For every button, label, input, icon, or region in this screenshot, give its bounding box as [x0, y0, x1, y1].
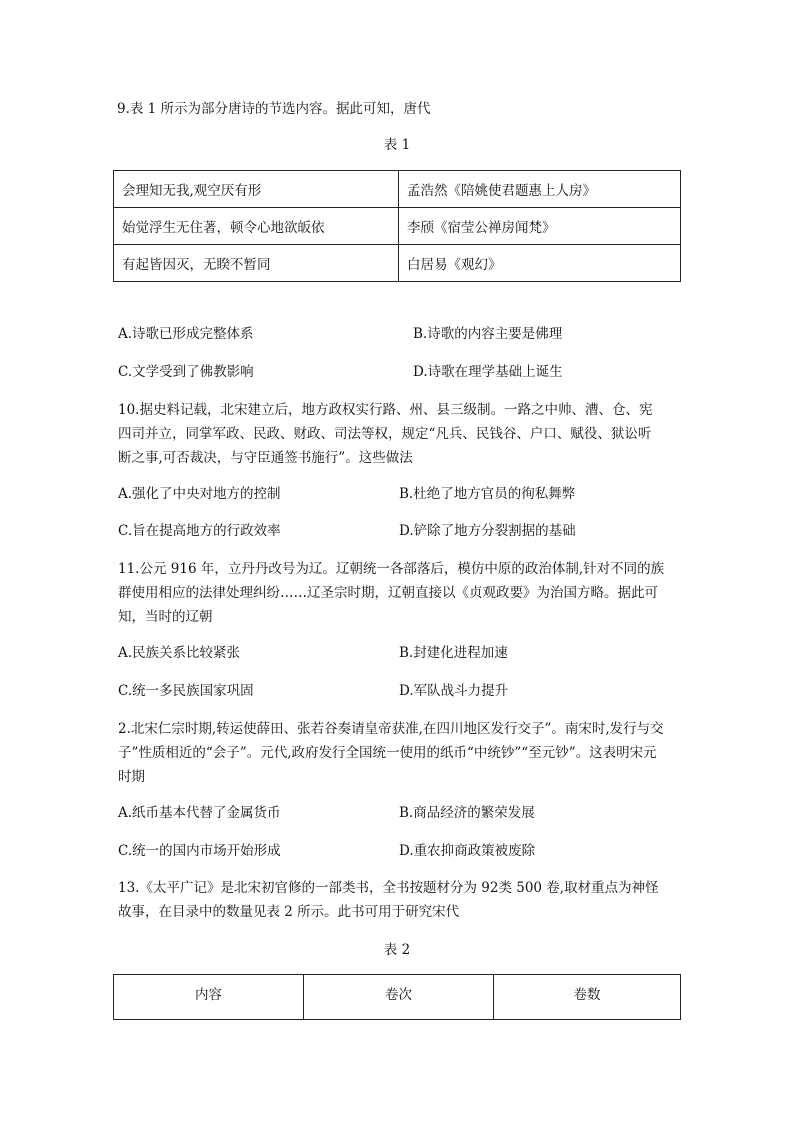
q11-option-d: D.军队战斗力提升: [399, 683, 509, 699]
q9-option-c: C.文学受到了佛教影响: [118, 364, 254, 380]
q11-stem-line: 知，当时的辽朝: [118, 609, 213, 625]
q11-stem-line: 群使用相应的法律处理纠纷……辽圣宗时期，辽朝直接以《贞观政要》为治国方略。据此可: [118, 585, 658, 601]
q9-stem: 9.表 1 所示为部分唐诗的节选内容。据此可知，唐代: [117, 101, 431, 117]
table2: [113, 974, 681, 1020]
q12-option-b: B.商品经济的繁荣发展: [399, 805, 535, 821]
table-row: [114, 245, 681, 282]
table-cell: 有起皆因灭，无睽不暂同: [114, 245, 399, 282]
q13-stem-line: 13.《太平广记》是北宋初官修的一部类书，全书按题材分为 92类 500 卷,取材重点为神怪: [118, 880, 659, 896]
table-cell: 孟浩然《陪姚使君题惠上人房》: [399, 171, 681, 208]
q9-option-d: D.诗歌在理学基础上诞生: [413, 364, 563, 380]
q10-option-a: A.强化了中央对地方的控制: [118, 486, 281, 502]
q12-option-c: C.统一的国内市场开始形成: [118, 843, 281, 859]
q10-option-c: C.旨在提高地方的行政效率: [118, 523, 281, 539]
table-header-cell: 内容: [114, 975, 304, 1020]
q12-stem-line: 时期: [118, 769, 145, 785]
q11-option-a: A.民族关系比较紧张: [118, 645, 241, 661]
q13-stem-line: 故事，在目录中的数量见表 2 所示。此书可用于研究宋代: [118, 904, 460, 920]
q10-option-d: D.铲除了地方分裂割据的基础: [399, 523, 576, 539]
table-header-cell: 卷次: [304, 975, 494, 1020]
table-row: [114, 208, 681, 245]
q11-stem-line: 11.公元 916 年，立丹丹改号为辽。辽朝统一各部落后，模仿中原的政治体制,针对不同的族: [118, 561, 665, 577]
q9-option-b: B.诗歌的内容主要是佛理: [413, 326, 563, 342]
table-cell: 会理知无我,观空厌有形: [114, 171, 399, 208]
table2-caption: 表 2: [383, 942, 411, 958]
q12-option-a: A.纸币基本代替了金属货币: [118, 805, 281, 821]
q12-option-d: D.重农抑商政策被废除: [399, 843, 536, 859]
table1: [113, 170, 681, 282]
q12-stem-line: 2.北宋仁宗时期,转运使薛田、张若谷奏请皇帝获准,在四川地区发行交子”。南宋时,发行与交: [118, 721, 664, 737]
q10-stem-line: 10.据史料记载，北宋建立后，地方政权实行路、州、县三级制。一路之中帅、漕、仓、宪: [118, 402, 653, 418]
table-cell: 李颀《宿莹公禅房闻梵》: [399, 208, 681, 245]
table-header-row: [114, 975, 681, 1020]
q9-option-a: A.诗歌已形成完整体系: [118, 326, 254, 342]
table-cell: 白居易《观幻》: [399, 245, 681, 282]
table-cell: 始觉浮生无住著，顿令心地欲皈依: [114, 208, 399, 245]
q10-option-b: B.杜绝了地方官员的徇私舞弊: [399, 486, 576, 502]
table-header-cell: 卷数: [494, 975, 681, 1020]
q12-stem-line: 子”性质相近的“会子”。元代,政府发行全国统一使用的纸币“中统钞”“至元钞”。这表明宋元: [118, 745, 657, 761]
q11-option-b: B.封建化进程加速: [399, 645, 508, 661]
table-row: [114, 171, 681, 208]
q10-stem-line: 四司并立，同掌军政、民政、财政、司法等权，规定“凡兵、民钱谷、户口、赋役、狱讼听: [118, 426, 652, 442]
q10-stem-line: 断之事,可否裁决，与守臣通签书施行”。这些做法: [118, 450, 413, 466]
table1-caption: 表 1: [383, 137, 411, 153]
q11-option-c: C.统一多民族国家巩固: [118, 683, 254, 699]
